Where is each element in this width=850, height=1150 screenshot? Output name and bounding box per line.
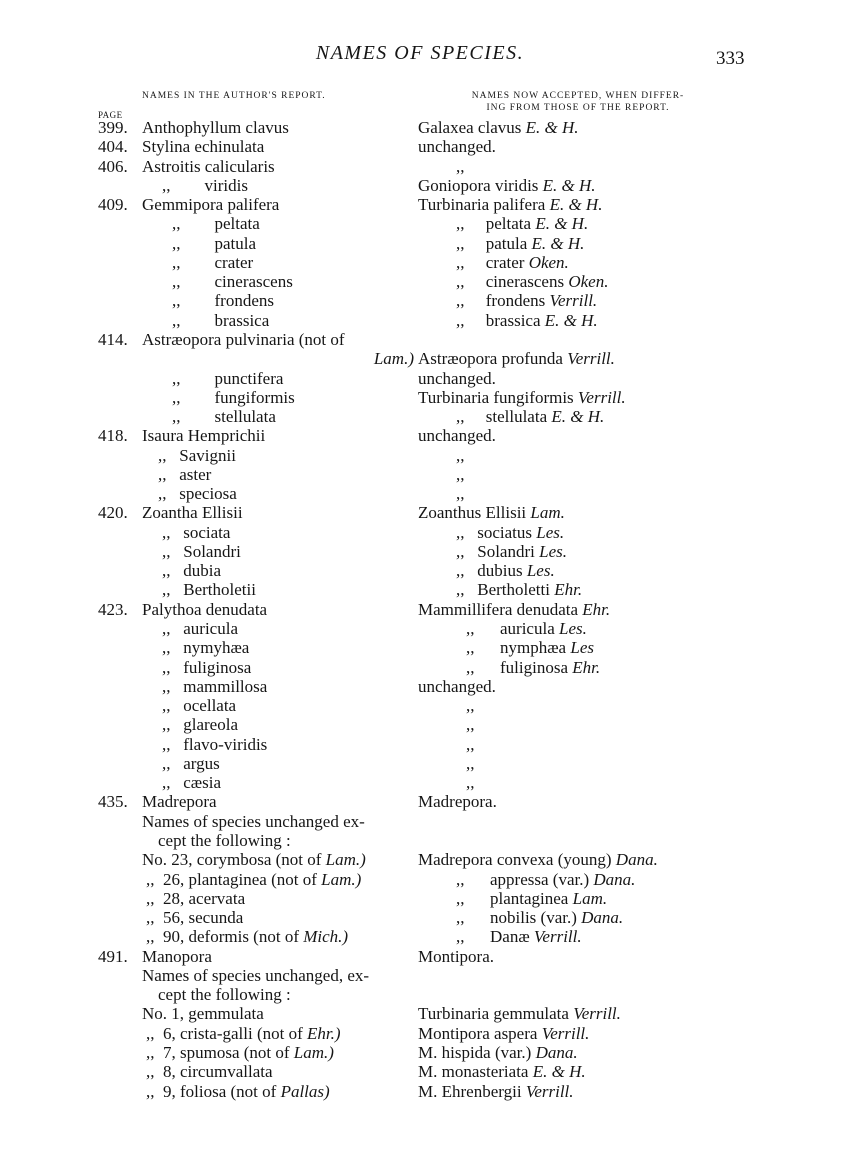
- report-name: ,, 28, acervata: [146, 888, 246, 908]
- report-name: Stylina echinulata: [142, 137, 265, 157]
- accepted-name: ,, nobilis (var.) Dana.: [456, 908, 624, 928]
- report-name: ,, 9, foliosa (not of Pallas): [146, 1081, 330, 1101]
- accepted-name: M. Ehrenbergii Verrill.: [418, 1081, 574, 1101]
- accepted-authority: Ehr.: [578, 599, 611, 619]
- accepted-name: ,, dubius Les.: [456, 561, 555, 581]
- accepted-authority: E. & H.: [545, 195, 603, 215]
- accepted-authority: Verrill.: [521, 1081, 574, 1101]
- table-row: [0, 600, 850, 620]
- accepted-name: ,, Solandri Les.: [456, 541, 567, 561]
- accepted-authority: E. & H.: [538, 175, 596, 195]
- page-number: 333: [716, 48, 745, 69]
- accepted-name: ,,: [466, 696, 475, 716]
- accepted-name: ,,: [456, 445, 465, 465]
- table-row: [0, 407, 850, 427]
- table-row: [0, 542, 850, 562]
- report-name: ,, fuliginosa: [162, 657, 252, 677]
- table-row: [0, 985, 850, 1005]
- accepted-name: unchanged.: [418, 137, 496, 157]
- table-row: [0, 580, 850, 600]
- report-name: Zoantha Ellisii: [142, 503, 243, 523]
- report-name: ,, crater: [172, 252, 254, 272]
- accepted-name: ,,: [466, 773, 475, 793]
- accepted-authority: Dana.: [576, 908, 624, 928]
- right-column-header-line-2: ING FROM THOSE OF THE REPORT.: [486, 103, 670, 113]
- table-row: [0, 388, 850, 408]
- accepted-name: ,, auricula Les.: [466, 619, 587, 639]
- table-row: [0, 157, 850, 177]
- accepted-name: Goniopora viridis E. & H.: [418, 175, 596, 195]
- table-row: [0, 889, 850, 909]
- accepted-authority: Ehr.: [549, 580, 583, 600]
- accepted-authority: Ehr.: [568, 657, 601, 677]
- accepted-name: ,, appressa (var.) Dana.: [456, 869, 636, 889]
- table-row: [0, 523, 850, 543]
- page-ref: 435.: [98, 792, 128, 812]
- table-row: [0, 908, 850, 928]
- accepted-name: Zoanthus Ellisii Lam.: [418, 503, 565, 523]
- table-row: [0, 1082, 850, 1102]
- report-name: Astræopora pulvinaria (not of: [142, 329, 345, 349]
- report-name: ,, frondens: [172, 291, 274, 311]
- report-name: ,, 7, spumosa (not of Lam.): [146, 1042, 334, 1062]
- report-name: ,, aster: [158, 464, 212, 484]
- page-ref: 414.: [98, 329, 128, 349]
- report-authority: Lam.): [321, 850, 366, 870]
- table-row: [0, 947, 850, 967]
- table-row: [0, 446, 850, 466]
- accepted-authority: Lam.: [526, 503, 565, 523]
- accepted-authority: E. & H.: [521, 118, 579, 137]
- report-name: ,, viridis: [162, 175, 248, 195]
- report-name: ,, 6, crista-galli (not of Ehr.): [146, 1023, 341, 1043]
- table-row: [0, 696, 850, 716]
- accepted-name: ,, stellulata E. & H.: [456, 407, 605, 427]
- report-name: ,, fungiformis: [172, 387, 295, 407]
- accepted-authority: E. & H.: [528, 1062, 586, 1082]
- table-row: [0, 272, 850, 292]
- report-name: ,, patula: [172, 233, 257, 253]
- table-row: [0, 176, 850, 196]
- accepted-name: ,, frondens Verrill.: [456, 291, 598, 311]
- accepted-authority: Dana.: [531, 1042, 578, 1062]
- table-row: [0, 1062, 850, 1082]
- accepted-authority: E. & H.: [540, 310, 598, 330]
- report-name: No. 23, corymbosa (not of Lam.): [142, 850, 366, 870]
- report-authority: Ehr.): [302, 1023, 341, 1043]
- accepted-authority: Verrill.: [568, 1004, 621, 1024]
- table-row: [0, 966, 850, 986]
- accepted-name: Galaxea clavus E. & H.: [418, 118, 579, 137]
- table-row: [0, 214, 850, 234]
- accepted-name: ,, Bertholetti Ehr.: [456, 580, 583, 600]
- table-row: [0, 638, 850, 658]
- accepted-name: Astræopora profunda Verrill.: [418, 349, 615, 369]
- accepted-authority: Les.: [522, 561, 555, 581]
- accepted-authority: Dana.: [611, 850, 658, 870]
- accepted-authority: Oken.: [564, 272, 609, 292]
- accepted-name: ,, peltata E. & H.: [456, 214, 589, 234]
- table-row: [0, 850, 850, 870]
- table-row: [0, 1024, 850, 1044]
- table-row: [0, 234, 850, 254]
- report-name: ,, brassica: [172, 310, 270, 330]
- accepted-authority: Verrill.: [537, 1023, 590, 1043]
- page-ref: 491.: [98, 946, 128, 966]
- accepted-name: ,, patula E. & H.: [456, 233, 585, 253]
- table-row: [0, 677, 850, 697]
- page-ref: 406.: [98, 156, 128, 176]
- accepted-name: ,, cinerascens Oken.: [456, 272, 609, 292]
- table-row: [0, 754, 850, 774]
- report-name: ,, ocellata: [162, 696, 237, 716]
- report-name: cept the following :: [158, 985, 291, 1005]
- report-name: Madrepora: [142, 792, 217, 812]
- accepted-name: ,, fuliginosa Ehr.: [466, 657, 601, 677]
- report-name: ,, speciosa: [158, 484, 237, 504]
- accepted-name: ,,: [456, 464, 465, 484]
- accepted-authority: Les.: [554, 619, 587, 639]
- accepted-authority: Lam.: [568, 888, 608, 908]
- report-name: ,, 56, secunda: [146, 908, 244, 928]
- report-name: Names of species unchanged, ex-: [142, 965, 370, 985]
- accepted-authority: Les.: [532, 522, 565, 542]
- accepted-name: M. hispida (var.) Dana.: [418, 1042, 578, 1062]
- accepted-name: Montipora aspera Verrill.: [418, 1023, 590, 1043]
- report-name: ,, 90, deformis (not of Mich.): [146, 927, 349, 947]
- accepted-name: ,, nymphæa Les: [466, 638, 594, 658]
- right-column-header: [428, 90, 728, 114]
- report-name: Astroitis calicularis: [142, 156, 275, 176]
- accepted-name: ,,: [466, 753, 475, 773]
- accepted-name: unchanged.: [418, 426, 496, 446]
- table-row: [0, 465, 850, 485]
- table-row: [0, 195, 850, 215]
- report-authority: Pallas): [276, 1081, 330, 1101]
- accepted-name: ,, sociatus Les.: [456, 522, 565, 542]
- accepted-name: Madrepora convexa (young) Dana.: [418, 850, 658, 870]
- report-name: Gemmipora palifera: [142, 195, 280, 215]
- table-row: [0, 773, 850, 793]
- accepted-name: Turbinaria fungiformis Verrill.: [418, 387, 626, 407]
- accepted-name: M. monasteriata E. & H.: [418, 1062, 586, 1082]
- report-name: Palythoa denudata: [142, 599, 268, 619]
- report-name: Names of species unchanged ex-: [142, 811, 365, 831]
- table-row: [0, 330, 850, 350]
- page-ref: 399.: [98, 118, 128, 137]
- accepted-authority: E. & H.: [531, 214, 589, 234]
- table-row: [0, 1004, 850, 1024]
- report-authority: Lam.): [316, 869, 362, 889]
- accepted-authority: Verrill.: [562, 349, 615, 369]
- table-row: [0, 253, 850, 273]
- accepted-authority: Verrill.: [529, 927, 582, 947]
- table-row: [0, 1043, 850, 1063]
- accepted-name: ,, Danæ Verrill.: [456, 927, 582, 947]
- report-name: ,, cinerascens: [172, 272, 293, 292]
- page-ref: 418.: [98, 426, 128, 446]
- report-name: ,, mammillosa: [162, 676, 268, 696]
- report-name: ,, stellulata: [172, 407, 276, 427]
- table-row: [0, 927, 850, 947]
- table-row: [0, 619, 850, 639]
- accepted-name: ,,: [466, 734, 475, 754]
- accepted-authority: Les.: [534, 541, 567, 561]
- report-name: ,, Savignii: [158, 445, 236, 465]
- table-row: [0, 426, 850, 446]
- accepted-name: Montipora.: [418, 946, 495, 966]
- accepted-name: Turbinaria gemmulata Verrill.: [418, 1004, 621, 1024]
- accepted-name: Madrepora.: [418, 792, 497, 812]
- table-row: [0, 812, 850, 832]
- table-row: [0, 369, 850, 389]
- report-name: ,, dubia: [162, 561, 222, 581]
- report-name: ,, sociata: [162, 522, 231, 542]
- table-row: [0, 870, 850, 890]
- report-authority: Lam.): [373, 349, 414, 369]
- table-row: [0, 137, 850, 157]
- table-row: [0, 484, 850, 504]
- right-column-header-line-1: NAMES NOW ACCEPTED, WHEN DIFFER-: [471, 91, 685, 101]
- left-column-header: NAMES IN THE AUTHOR'S REPORT.: [142, 91, 326, 101]
- table-row: [0, 792, 850, 812]
- table-row: [0, 349, 850, 369]
- report-name: ,, Solandri: [162, 541, 241, 561]
- report-name: No. 1, gemmulata: [142, 1004, 264, 1024]
- report-name: ,, flavo-viridis: [162, 734, 268, 754]
- report-name: ,, 26, plantaginea (not of Lam.): [146, 869, 362, 889]
- report-name: ,, peltata: [172, 214, 260, 234]
- table-row: [0, 831, 850, 851]
- accepted-name: Mammillifera denudata Ehr.: [418, 599, 611, 619]
- report-name: ,, 8, circumvallata: [146, 1062, 273, 1082]
- accepted-authority: Verrill.: [573, 387, 626, 407]
- accepted-name: ,,: [466, 715, 475, 735]
- page-ref: 409.: [98, 195, 128, 215]
- table-row: [0, 561, 850, 581]
- report-name: ,, Bertholetii: [162, 580, 256, 600]
- report-name: ,, glareola: [162, 715, 238, 735]
- page-column-label: PAGE: [98, 110, 123, 120]
- accepted-authority: Verrill.: [545, 291, 598, 311]
- table-row: [0, 291, 850, 311]
- accepted-authority: E. & H.: [527, 233, 585, 253]
- accepted-name: ,, crater Oken.: [456, 252, 569, 272]
- table-row: [0, 118, 850, 138]
- report-authority: Mich.): [298, 927, 349, 947]
- accepted-name: ,, plantaginea Lam.: [456, 888, 608, 908]
- running-title: NAMES OF SPECIES.: [315, 42, 525, 64]
- accepted-name: ,,: [456, 156, 465, 176]
- table-row: [0, 311, 850, 331]
- report-name: Isaura Hemprichii: [142, 426, 266, 446]
- table-row: [0, 503, 850, 523]
- accepted-name: ,, brassica E. & H.: [456, 310, 598, 330]
- report-authority: Lam.): [289, 1042, 334, 1062]
- accepted-authority: Dana.: [589, 869, 636, 889]
- page-ref: 423.: [98, 599, 128, 619]
- table-row: [0, 715, 850, 735]
- report-name: ,, punctifera: [172, 368, 284, 388]
- accepted-authority: E. & H.: [547, 407, 605, 427]
- table-row: [0, 658, 850, 678]
- accepted-name: unchanged.: [418, 676, 496, 696]
- report-name: Anthophyllum clavus: [142, 118, 289, 137]
- accepted-authority: Oken.: [524, 252, 569, 272]
- page-ref: 404.: [98, 137, 128, 157]
- accepted-name: unchanged.: [418, 368, 496, 388]
- page-ref: 420.: [98, 503, 128, 523]
- accepted-authority: Les: [566, 638, 594, 658]
- accepted-name: ,,: [456, 484, 465, 504]
- report-name: ,, auricula: [162, 619, 238, 639]
- accepted-name: Turbinaria palifera E. & H.: [418, 195, 603, 215]
- report-name: cept the following :: [158, 830, 291, 850]
- report-name: ,, cæsia: [162, 773, 222, 793]
- report-name: Manopora: [142, 946, 212, 966]
- table-row: [0, 735, 850, 755]
- report-name: ,, nymyhæa: [162, 638, 250, 658]
- report-name: ,, argus: [162, 753, 220, 773]
